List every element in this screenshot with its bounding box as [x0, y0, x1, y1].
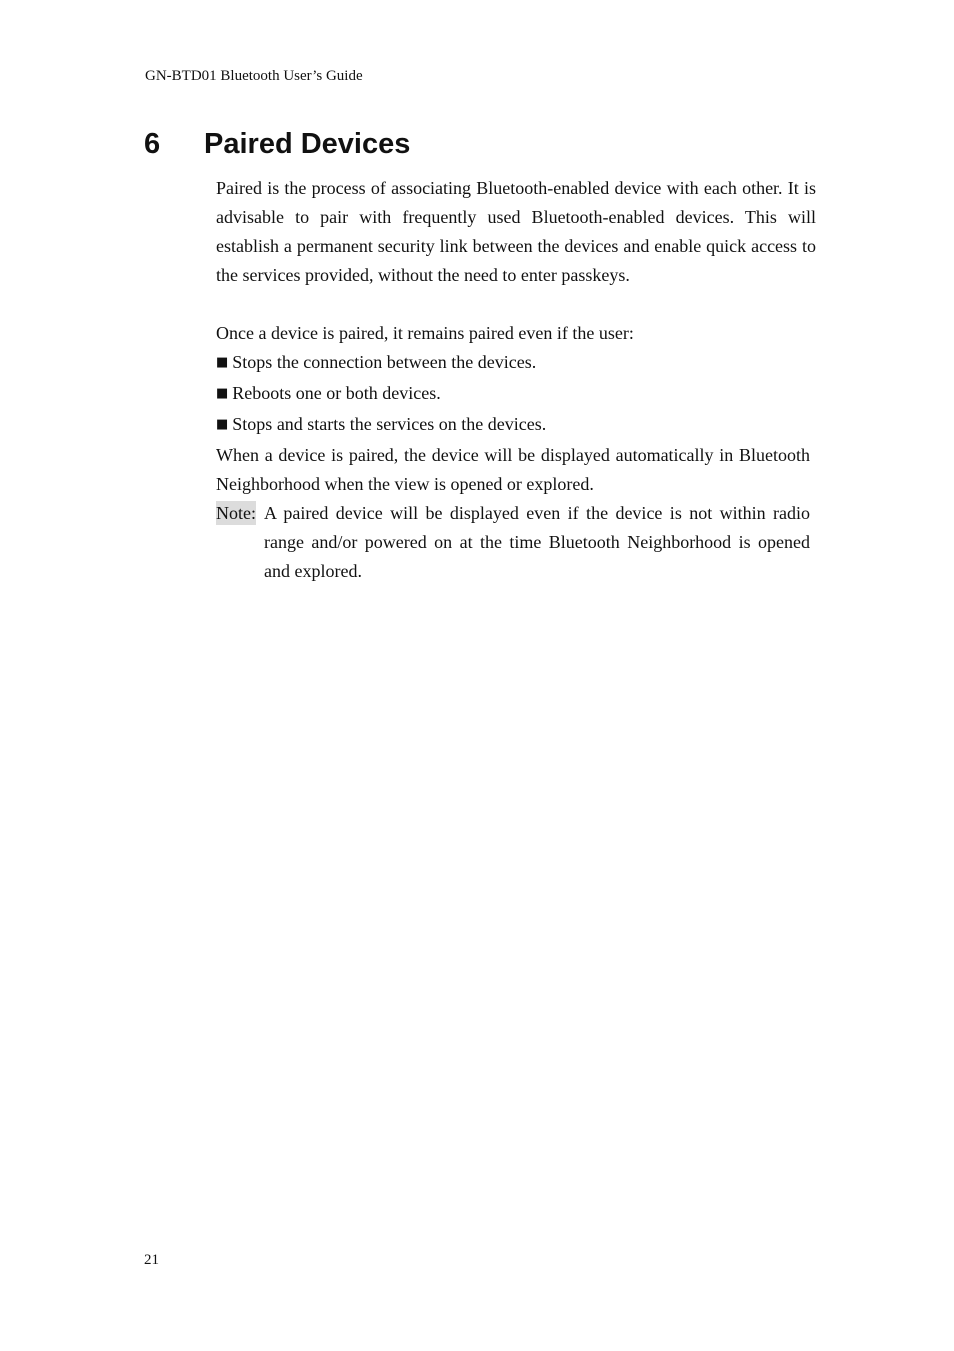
display-paragraph: When a device is paired, the device will be displayed automatically in Bluetooth Neighborhood when the view is opened or explored.	[216, 445, 810, 494]
paired-conditions-list	[216, 348, 810, 441]
note-label: Note:	[216, 503, 256, 523]
chapter-heading	[144, 124, 410, 164]
intro-paragraph: Paired is the process of associating Bluetooth-enabled device with each other. It is advisable to pair with frequently used Bluetooth-enabled devices. This will establish a permanent security link between the devices and enable quick access to the services provided, without the need to enter passkeys.	[216, 178, 816, 285]
list-item	[216, 348, 810, 379]
running-header: GN-BTD01 Bluetooth User’s Guide	[145, 68, 363, 84]
chapter-number: 6	[144, 128, 161, 160]
square-bullet-icon: ■	[216, 355, 229, 370]
paragraph-spacer	[216, 290, 810, 319]
list-item-text: Stops and starts the services on the devices.	[232, 414, 547, 434]
list-item	[216, 379, 810, 410]
square-bullet-icon: ■	[216, 386, 229, 401]
chapter-title: Paired Devices	[204, 128, 411, 160]
square-bullet-icon: ■	[216, 417, 229, 432]
page-number: 21	[144, 1252, 159, 1268]
note-text: A paired device will be displayed even if the device is not within radio range and/or powered on at the time Bluetooth Neighborhood is opened and explored.	[264, 503, 810, 581]
list-intro: Once a device is paired, it remains paired even if the user:	[216, 323, 634, 343]
list-item	[216, 410, 810, 441]
list-item-text: Reboots one or both devices.	[232, 383, 441, 403]
note-block	[216, 499, 810, 586]
chapter-body	[216, 174, 816, 586]
list-item-text: Stops the connection between the devices.	[232, 352, 537, 372]
